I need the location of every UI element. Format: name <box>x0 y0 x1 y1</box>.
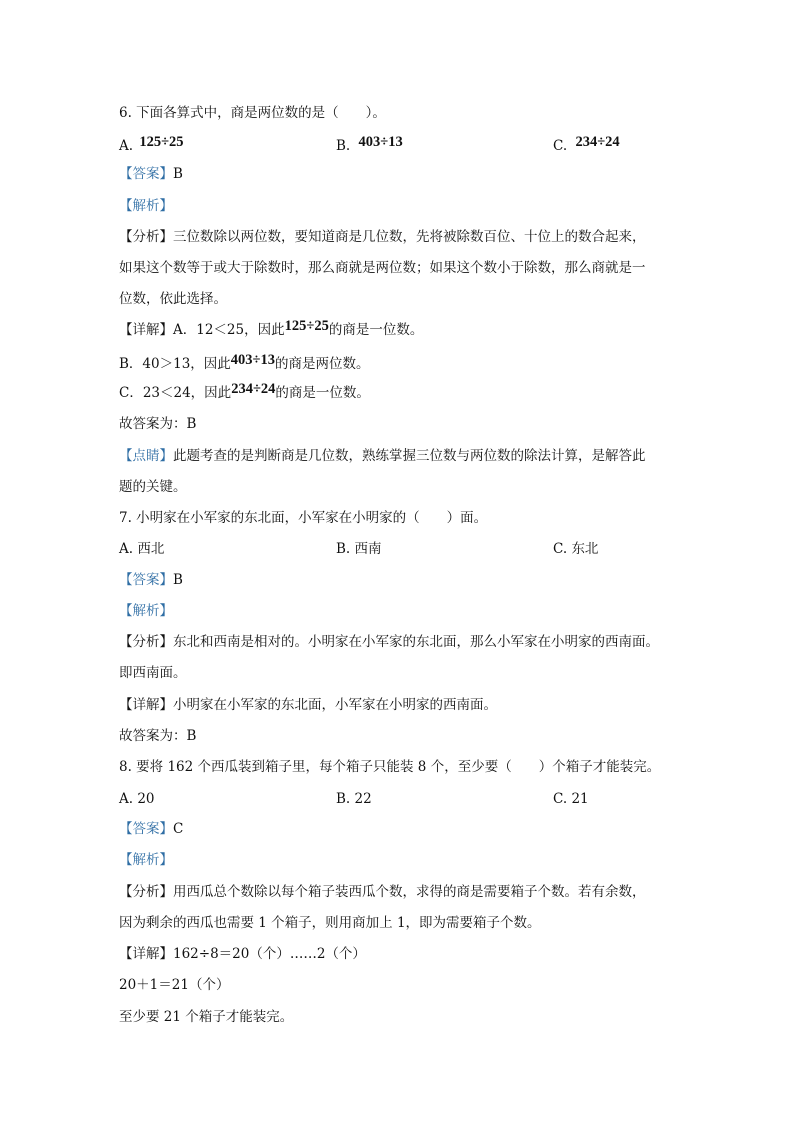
fenxi-tag: 【分析】 <box>119 884 173 900</box>
option-letter: A. <box>119 138 134 154</box>
option-letter: A. <box>119 791 134 807</box>
q7-stem: 7. 小明家在小军家的东北面，小军家在小明家的（ ）面。 <box>119 510 488 526</box>
detail-prefix: C．23＜24，因此 <box>119 385 232 401</box>
detail-text: 小明家在小军家的东北面，小军家在小明家的西南面。 <box>173 697 497 713</box>
q6-option-a <box>119 134 184 155</box>
q7-option-c <box>553 540 598 558</box>
q7-fenxi-line-1 <box>119 633 659 651</box>
q6-detail-b <box>119 352 370 373</box>
q8-detail-line-1 <box>119 945 366 963</box>
fenxi-tag: 【分析】 <box>119 229 173 245</box>
q6-dianjing-line-1 <box>119 447 646 465</box>
q8-detail-line-3: 至少要 21 个箱子才能装完。 <box>119 1009 294 1025</box>
option-letter: C. <box>553 791 568 807</box>
answer-value: B <box>173 572 183 588</box>
q6-fenxi-line-3: 位数，依此选择。 <box>119 291 227 307</box>
option-text: 20 <box>137 791 155 807</box>
answer-tag: 【答案】 <box>119 166 173 182</box>
q7-conclusion: 故答案为：B <box>119 728 197 744</box>
fenxi-text: 东北和西南是相对的。小明家在小军家的东北面，那么小军家在小明家的西南面。 <box>173 634 659 650</box>
detail-prefix: B．40＞13，因此 <box>119 356 231 372</box>
dianjing-text: 此题考查的是判断商是几位数，熟练掌握三位数与两位数的除法计算，是解答此 <box>173 448 646 464</box>
q8-option-c <box>553 790 589 808</box>
q6-dianjing-line-2: 题的关键。 <box>119 479 187 495</box>
q8-option-a <box>119 790 155 808</box>
answer-value: C <box>173 821 184 837</box>
option-letter: B. <box>336 138 351 154</box>
q6-answer <box>119 165 183 183</box>
detail-expression: 125÷25 <box>284 318 329 334</box>
q7-fenxi-line-2: 即西南面。 <box>119 665 187 681</box>
q8-fenxi-line-1 <box>119 883 646 901</box>
detail-suffix: 的商是一位数。 <box>328 322 424 338</box>
fenxi-text: 三位数除以两位数，要知道商是几位数，先将被除数百位、十位上的数合起来， <box>173 229 646 245</box>
option-letter: A. <box>119 541 134 557</box>
answer-value: B <box>173 166 183 182</box>
fenxi-text: 用西瓜总个数除以每个箱子装西瓜个数，求得的商是需要箱子个数。若有余数， <box>173 884 646 900</box>
q6-stem: 6. 下面各算式中，商是两位数的是（ ）。 <box>119 105 386 121</box>
q8-option-b <box>336 790 372 808</box>
answer-tag: 【答案】 <box>119 821 173 837</box>
q6-conclusion: 故答案为：B <box>119 416 197 432</box>
option-letter: B. <box>336 541 351 557</box>
q7-analysis-tag: 【解析】 <box>119 603 173 619</box>
option-expression: 403÷13 <box>358 134 403 150</box>
q6-detail-c <box>119 381 370 402</box>
q8-stem: 8. 要将 162 个西瓜装到箱子里，每个箱子只能装 8 个，至少要（ ）个箱子才能装完。 <box>119 759 661 775</box>
option-text: 西南 <box>354 541 382 557</box>
option-text: 21 <box>571 791 589 807</box>
q8-fenxi-line-2: 因为剩余的西瓜也需要 1 个箱子，则用商加上 1，即为需要箱子个数。 <box>119 915 541 931</box>
option-expression: 234÷24 <box>575 134 620 150</box>
option-letter: C. <box>553 541 568 557</box>
q7-answer <box>119 571 183 589</box>
answer-tag: 【答案】 <box>119 572 173 588</box>
option-letter: C. <box>553 138 568 154</box>
dianjing-tag: 【点睛】 <box>119 448 173 464</box>
detail-prefix: A．12＜25，因此 <box>173 322 285 338</box>
q7-option-a <box>119 540 164 558</box>
option-expression: 125÷25 <box>139 134 184 150</box>
option-text: 东北 <box>571 541 599 557</box>
detail-suffix: 的商是一位数。 <box>275 385 370 401</box>
q8-analysis-tag: 【解析】 <box>119 852 173 868</box>
option-letter: B. <box>336 791 351 807</box>
detail-text: 162÷8＝20（个）……2（个） <box>173 946 366 962</box>
detail-tag: 【详解】 <box>119 697 173 713</box>
q8-answer <box>119 820 183 838</box>
option-text: 西北 <box>137 541 165 557</box>
q6-fenxi-line-2: 如果这个数等于或大于除数时，那么商就是两位数；如果这个数小于除数，那么商就是一 <box>119 260 646 276</box>
q6-analysis-tag: 【解析】 <box>119 198 173 214</box>
detail-tag: 【详解】 <box>119 322 173 338</box>
q8-detail-line-2: 20＋1＝21（个） <box>119 977 230 993</box>
option-text: 22 <box>354 791 372 807</box>
detail-expression: 234÷24 <box>231 381 276 397</box>
q6-option-c <box>553 134 620 155</box>
q7-option-b <box>336 540 382 558</box>
detail-suffix: 的商是两位数。 <box>275 356 370 372</box>
q6-detail-a <box>119 318 424 339</box>
fenxi-tag: 【分析】 <box>119 634 173 650</box>
q6-option-b <box>336 134 403 155</box>
q7-detail <box>119 696 497 714</box>
detail-tag: 【详解】 <box>119 946 173 962</box>
detail-expression: 403÷13 <box>230 352 275 368</box>
q6-fenxi-line-1 <box>119 228 646 246</box>
